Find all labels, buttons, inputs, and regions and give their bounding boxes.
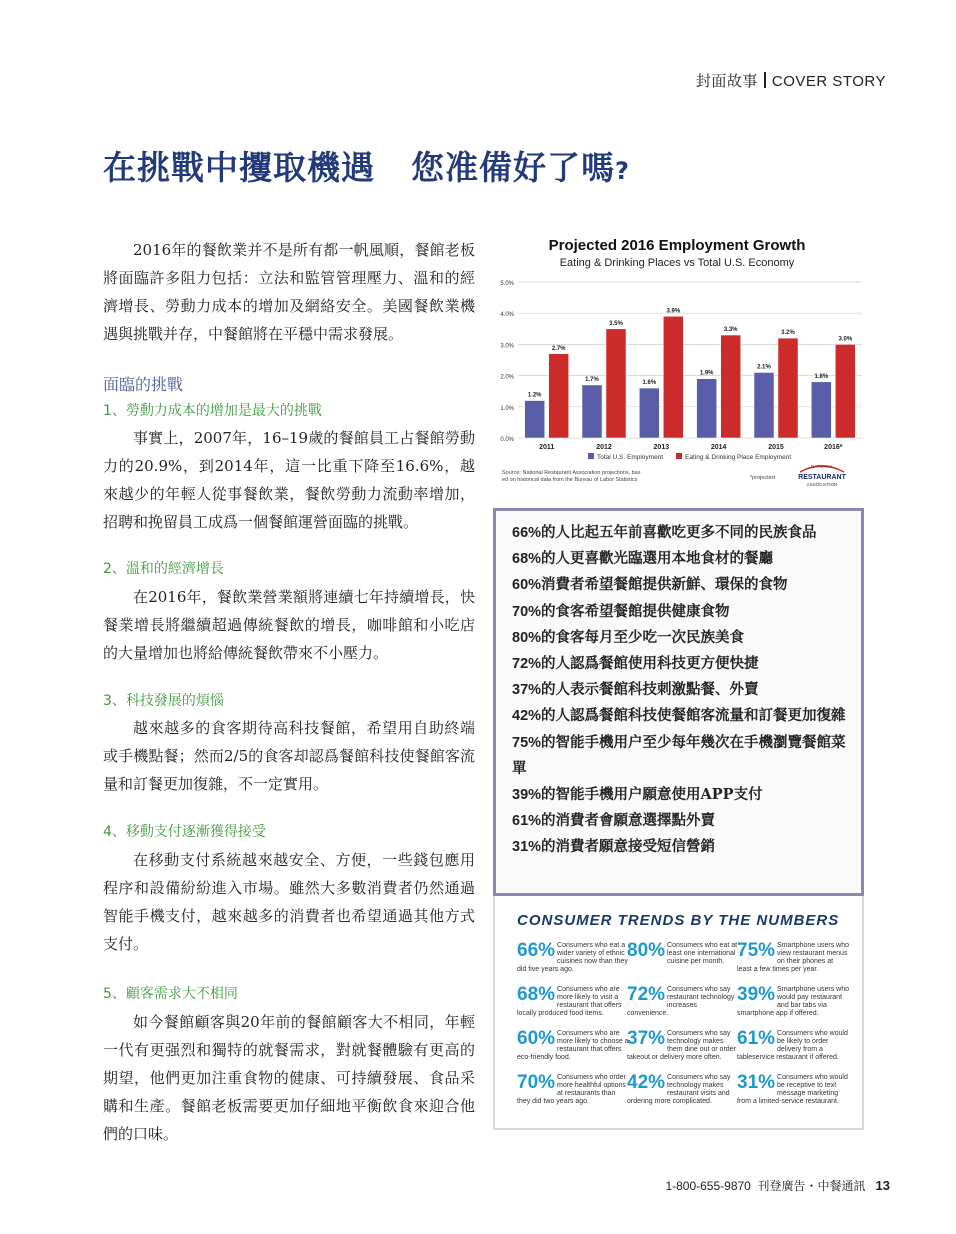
- title-part1: 在挑戰中攫取機遇: [103, 148, 375, 187]
- x-tick-label: 2013: [653, 444, 670, 451]
- stat-item: [512, 782, 852, 808]
- trend-cell: [737, 942, 849, 974]
- y-tick-label: 2.0%: [500, 374, 514, 381]
- trend-text: Consumers who say technology makes them dine out or order takeout or delivery more often.: [627, 1030, 736, 1061]
- trend-percent: 39%: [737, 984, 776, 1005]
- y-tick-label: 1.0%: [500, 405, 514, 412]
- chart-source-line2: ed on historical data from the Bureau of Labor Statistics: [502, 477, 638, 483]
- chart-bar: [697, 379, 717, 438]
- legend-label: Eating & Drinking Place Employment: [685, 454, 792, 461]
- section-tag-cn: 封面故事: [695, 73, 758, 90]
- trend-cell: [737, 986, 849, 1018]
- bar-data-label: 1.2%: [527, 392, 542, 399]
- trend-cell: [627, 986, 739, 1018]
- x-tick-label: 2012: [596, 444, 612, 451]
- bar-data-label: 3.3%: [723, 327, 738, 334]
- stats-list: [512, 520, 852, 861]
- intro-text: 2016年的餐飲業并不是所有都一帆風順，餐館老板將面臨許多阻力包括：立法和監管管理壓力、溫和的經濟增長、勞動力成本的增加及網絡安全。美國餐飲業機遇與挑戰并存，中餐館將在平穩中需求發展。: [103, 241, 475, 343]
- bar-data-label: 3.5%: [609, 320, 623, 327]
- stat-item: [512, 625, 852, 651]
- stat-percent: 42%: [512, 708, 542, 725]
- trend-text: Consumers who order more healthful options at restaurants than they did two years ago.: [517, 1074, 626, 1105]
- bar-data-label: 1.7%: [585, 376, 599, 383]
- legend-swatch: [588, 453, 594, 459]
- trend-percent: 42%: [627, 1072, 666, 1093]
- trend-text: Consumers who eat a wider variety of ethnic cuisines now than they did five years ago.: [517, 942, 628, 973]
- page-number: 13: [875, 1178, 890, 1193]
- stat-item: [512, 808, 852, 834]
- stat-item: [512, 677, 852, 703]
- stat-text: 的智能手機用户至少每年幾次在手機瀏覽餐館菜單: [512, 733, 846, 777]
- consumer-trends-panel: [493, 896, 864, 1130]
- stat-percent: 66%: [512, 525, 542, 541]
- trend-text: Consumers who are more likely to choose a restaurant that offers eco-friendly food.: [517, 1030, 629, 1061]
- section-1-body: [103, 424, 475, 536]
- section-5-text: 如今餐館顧客與20年前的餐館顧客大不相同，年輕一代有更强烈和獨特的就餐需求，對就餐體驗有更高的期望，他們更加注重食物的健康、可持續發展、食品采購和生產。餐館老板需要更加仔細地平衡飲食來迎合他們的口味。: [103, 1013, 475, 1143]
- section-tag: [696, 70, 886, 91]
- chart-bar: [754, 372, 774, 438]
- trend-text: Consumers who would be likely to order delivery from a tableservice restaurant if offered.: [737, 1030, 848, 1061]
- chart-bar: [778, 338, 798, 438]
- bar-data-label: 1.6%: [642, 380, 657, 387]
- stat-text: 的人比起五年前喜歡吃更多不同的民族食品: [541, 524, 817, 541]
- stat-text: 的人認爲餐館科技使餐館客流量和訂餐更加復雜: [541, 707, 846, 725]
- stat-text: 的消費者會願意選擇點外賣: [541, 812, 716, 830]
- section-4-heading: 4、移動支付逐漸獲得接受: [103, 824, 266, 840]
- trend-cell: [627, 942, 739, 966]
- stat-percent: 31%: [512, 839, 542, 856]
- chart-bar: [835, 344, 855, 438]
- footer-text: 刊登廣告・中餐通訊: [757, 1179, 866, 1193]
- stat-percent: 68%: [512, 551, 542, 568]
- bar-data-label: 2.1%: [757, 364, 771, 371]
- stat-item: [512, 546, 852, 572]
- stat-item: [512, 651, 852, 677]
- stat-text: 的消費者願意接受短信營銷: [541, 838, 716, 856]
- stat-text: 的食客希望餐館提供健康食物: [541, 602, 730, 620]
- section-1-text: 事實上，2007年，16–19歲的餐館員工占餐館勞動力的20.9%，到2014年，這一比重下降至16.6%，越來越少的年輕人從事餐飲業，餐飲勞動力流動率增加，招聘和挽留員工成爲一個餐館運營面臨的挑戰。: [103, 429, 475, 531]
- trend-cell: [517, 1030, 629, 1062]
- section-2-heading: 2、溫和的經濟增長: [103, 561, 224, 577]
- section-5-heading: 5、顧客需求大不相同: [103, 986, 238, 1002]
- trend-cell: [627, 1074, 739, 1106]
- stat-percent: 75%: [512, 734, 542, 751]
- stat-item: [512, 572, 852, 598]
- x-tick-label: 2011: [539, 444, 555, 451]
- trend-percent: 61%: [737, 1028, 776, 1049]
- section-2-body: [103, 583, 475, 667]
- stat-text: 的食客每月至少吃一次民族美食: [541, 628, 745, 646]
- intro-paragraph: [103, 236, 475, 348]
- title-question-mark: ?: [615, 157, 630, 185]
- stat-percent: 60%: [512, 577, 542, 594]
- bar-data-label: 1.8%: [814, 373, 829, 380]
- trend-text: Smartphone users who view restaurant menus on their phones at least a few times per year.: [737, 942, 850, 973]
- x-tick-label: 2016*: [824, 444, 843, 451]
- title-part2: 您准備好了嗎: [411, 148, 615, 187]
- nra-logo-line2: RESTAURANT: [798, 474, 846, 481]
- section-divider: [764, 72, 766, 88]
- trend-percent: 70%: [517, 1072, 556, 1093]
- stats-box: [493, 508, 864, 896]
- trend-percent: 37%: [627, 1028, 666, 1049]
- stat-percent: 72%: [512, 656, 542, 673]
- bar-data-label: 3.9%: [666, 308, 681, 315]
- bar-data-label: 3.2%: [781, 330, 795, 337]
- section-2-text: 在2016年，餐飲業營業額將連續七年持續增長，快餐業增長將繼續超過傳統餐飲的增長，咖啡館和小吃店的大量增加也將給傳統餐飲帶來不小壓力。: [103, 588, 475, 662]
- trend-text: Consumers who eat at least one international cuisine per month.: [667, 942, 738, 965]
- nra-logo-line1: NATIONAL: [810, 464, 834, 469]
- chart-bar: [663, 316, 683, 438]
- chart-bar: [721, 335, 741, 438]
- x-tick-label: 2015: [768, 444, 784, 451]
- y-tick-label: 4.0%: [500, 312, 514, 319]
- stat-percent: 39%: [512, 787, 542, 804]
- trend-percent: 66%: [517, 940, 556, 961]
- trend-text: Consumers who say technology makes restaurant visits and ordering more complicated.: [627, 1074, 731, 1105]
- trend-percent: 60%: [517, 1028, 556, 1049]
- page-title: [103, 142, 630, 189]
- trend-cell: [517, 986, 629, 1018]
- stat-percent: 61%: [512, 813, 542, 830]
- trend-cell: [627, 1030, 739, 1062]
- trend-cell: [737, 1074, 849, 1106]
- stat-item: [512, 730, 852, 782]
- stat-item: [512, 703, 852, 729]
- employment-growth-chart: [492, 232, 864, 494]
- section-4-body: [103, 846, 475, 958]
- stat-percent: 80%: [512, 629, 542, 646]
- section-3-body: [103, 714, 475, 798]
- chart-bar: [582, 385, 602, 438]
- trend-cell: [517, 1074, 629, 1106]
- y-tick-label: 3.0%: [500, 343, 514, 350]
- chart-projected-note: *projected: [750, 475, 775, 481]
- stat-text: 消費者希望餐館提供新鮮、環保的食物: [541, 576, 788, 594]
- chart-source-line1: Source: National Restaurant Association projections, bas: [502, 470, 641, 476]
- legend-label: Total U.S. Employment: [597, 454, 664, 461]
- chart-title: Projected 2016 Employment Growth: [548, 237, 806, 254]
- chart-bar: [525, 401, 545, 438]
- trend-percent: 31%: [737, 1072, 776, 1093]
- chart-bar: [639, 388, 659, 438]
- section-3-text: 越來越多的食客期待高科技餐館，希望用自助終端或手機點餐；然而2/5的食客却認爲餐館科技使餐館客流量和訂餐更加復雜，不一定實用。: [103, 719, 475, 793]
- stat-item: [512, 599, 852, 625]
- chart-bar: [811, 382, 831, 438]
- section-3-heading: 3、科技發展的煩惱: [103, 693, 224, 709]
- section-tag-en: COVER STORY: [771, 73, 886, 90]
- section-4-text: 在移動支付系統越來越安全、方便，一些錢包應用程序和設備紛紛進入市場。雖然大多數消費者仍然通過智能手機支付，越來越多的消費者也希望通過其他方式支付。: [103, 851, 475, 953]
- bar-data-label: 1.9%: [699, 370, 714, 377]
- trend-percent: 80%: [627, 940, 666, 961]
- trend-text: Consumers who say restaurant technology increases convenience.: [627, 986, 735, 1017]
- trend-percent: 75%: [737, 940, 776, 961]
- trend-percent: 72%: [627, 984, 666, 1005]
- stat-percent: 37%: [512, 682, 542, 699]
- y-tick-label: 5.0%: [500, 281, 514, 287]
- page-footer: [665, 1177, 890, 1194]
- trend-cell: [517, 942, 629, 974]
- chart-bar: [606, 329, 626, 438]
- bar-data-label: 2.7%: [551, 345, 566, 352]
- trend-percent: 68%: [517, 984, 556, 1005]
- trend-text: Consumers who would be receptive to text message marketing from a limited-service restaurant.: [737, 1074, 848, 1105]
- section-5-body: [103, 1008, 475, 1148]
- chart-subtitle: Eating & Drinking Places vs Total U.S. Economy: [559, 257, 795, 269]
- trend-cell: [737, 1030, 849, 1062]
- chart-bar: [549, 354, 569, 438]
- stat-text: 的人認爲餐館使用科技更方便快捷: [541, 655, 759, 673]
- trend-text: Consumers who are more likely to visit a restaurant that offers locally produced food items.: [517, 986, 622, 1017]
- trend-text: Smartphone users who would pay restaurant and bar tabs via smartphone app if offered.: [737, 986, 850, 1017]
- stat-item: [512, 520, 852, 546]
- x-tick-label: 2014: [710, 444, 727, 451]
- stat-text: 的智能手機用户願意使用APP支付: [541, 786, 763, 804]
- legend-swatch: [676, 453, 682, 459]
- y-tick-label: 0.0%: [500, 437, 514, 443]
- challenges-heading: 面臨的挑戰: [103, 375, 184, 394]
- stat-percent: 70%: [512, 603, 542, 620]
- stat-text: 的人更喜歡光臨選用本地食材的餐廳: [541, 550, 774, 568]
- stat-item: [512, 834, 852, 860]
- bar-data-label: 3.0%: [838, 336, 853, 343]
- section-1-heading: 1、勞動力成本的增加是最大的挑戰: [103, 403, 322, 419]
- footer-phone: 1-800-655-9870: [665, 1179, 751, 1193]
- stat-text: 的人表示餐館科技刺激點餐、外賣: [541, 681, 759, 699]
- consumer-trends-title: CONSUMER TRENDS BY THE NUMBERS: [517, 912, 840, 929]
- nra-logo-line3: ASSOCIATION: [806, 482, 838, 487]
